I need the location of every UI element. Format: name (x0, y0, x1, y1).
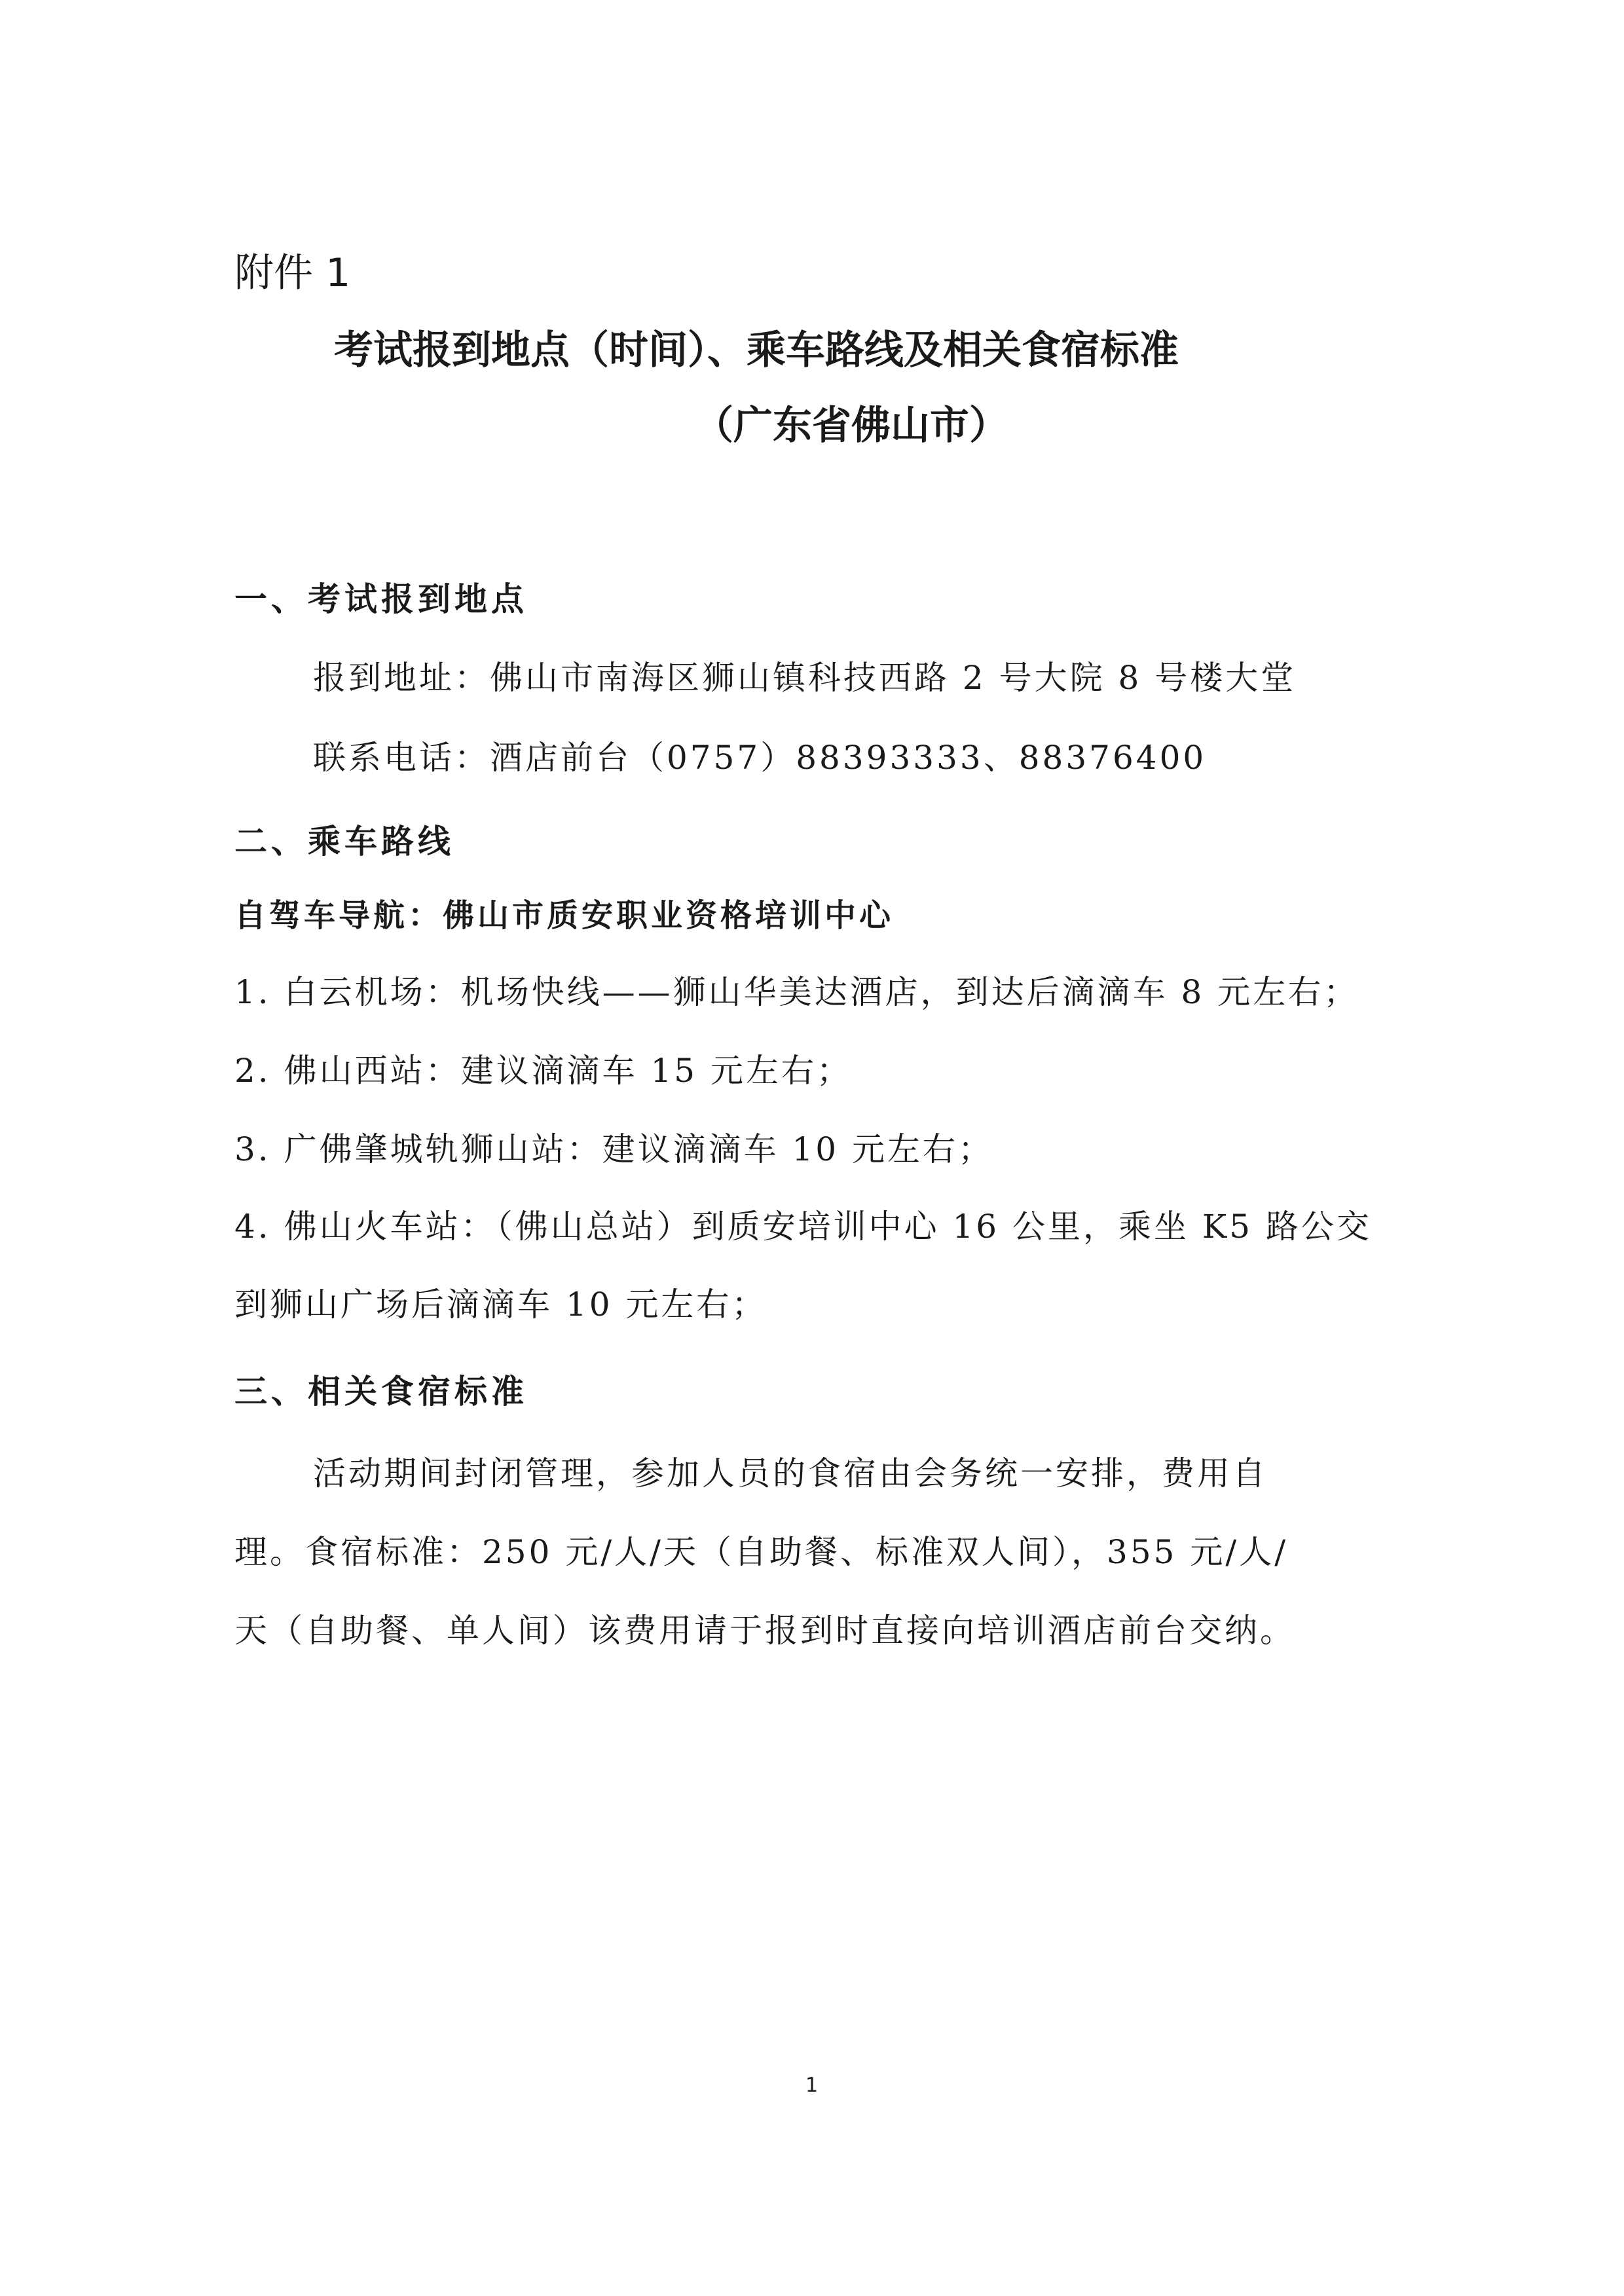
accommodation-paragraph-line: 理。食宿标准：250 元/人/天（自助餐、标准双人间），355 元/人/ (234, 1533, 1289, 1571)
route-item-airport: 1. 白云机场：机场快线——狮山华美达酒店，到达后滴滴车 8 元左右； (234, 973, 1359, 1011)
section-heading-routes: 二、乘车路线 (234, 822, 454, 861)
attachment-label: 附件 1 (234, 250, 351, 296)
self-drive-navigation: 自驾车导航：佛山市质安职业资格培训中心 (234, 897, 895, 934)
route-item-shishan-station: 3. 广佛肇城轨狮山站：建议滴滴车 10 元左右； (234, 1130, 994, 1168)
page-number: 1 (805, 2074, 819, 2097)
route-item-railway-station-continued: 到狮山广场后滴滴车 10 元左右； (234, 1286, 767, 1324)
route-item-railway-station: 4. 佛山火车站：（佛山总站）到质安培训中心 16 公里，乘坐 K5 路公交 (234, 1208, 1372, 1246)
accommodation-paragraph-line: 天（自助餐、单人间）该费用请于报到时直接向培训酒店前台交纳。 (234, 1612, 1295, 1650)
route-item-foshan-west: 2. 佛山西站：建议滴滴车 15 元左右； (234, 1052, 853, 1090)
document-subtitle: （广东省佛山市） (694, 403, 1008, 449)
section-heading-report-location: 一、考试报到地点 (234, 580, 528, 618)
document-title: 考试报到地点（时间）、乘车路线及相关食宿标准 (334, 327, 1179, 373)
contact-phone: 联系电话：酒店前台（0757）88393333、88376400 (313, 739, 1207, 777)
report-address: 报到地址：佛山市南海区狮山镇科技西路 2 号大院 8 号楼大堂 (313, 659, 1297, 697)
accommodation-paragraph-line: 活动期间封闭管理，参加人员的食宿由会务统一安排，费用自 (313, 1454, 1268, 1492)
section-heading-accommodation: 三、相关食宿标准 (234, 1372, 528, 1411)
